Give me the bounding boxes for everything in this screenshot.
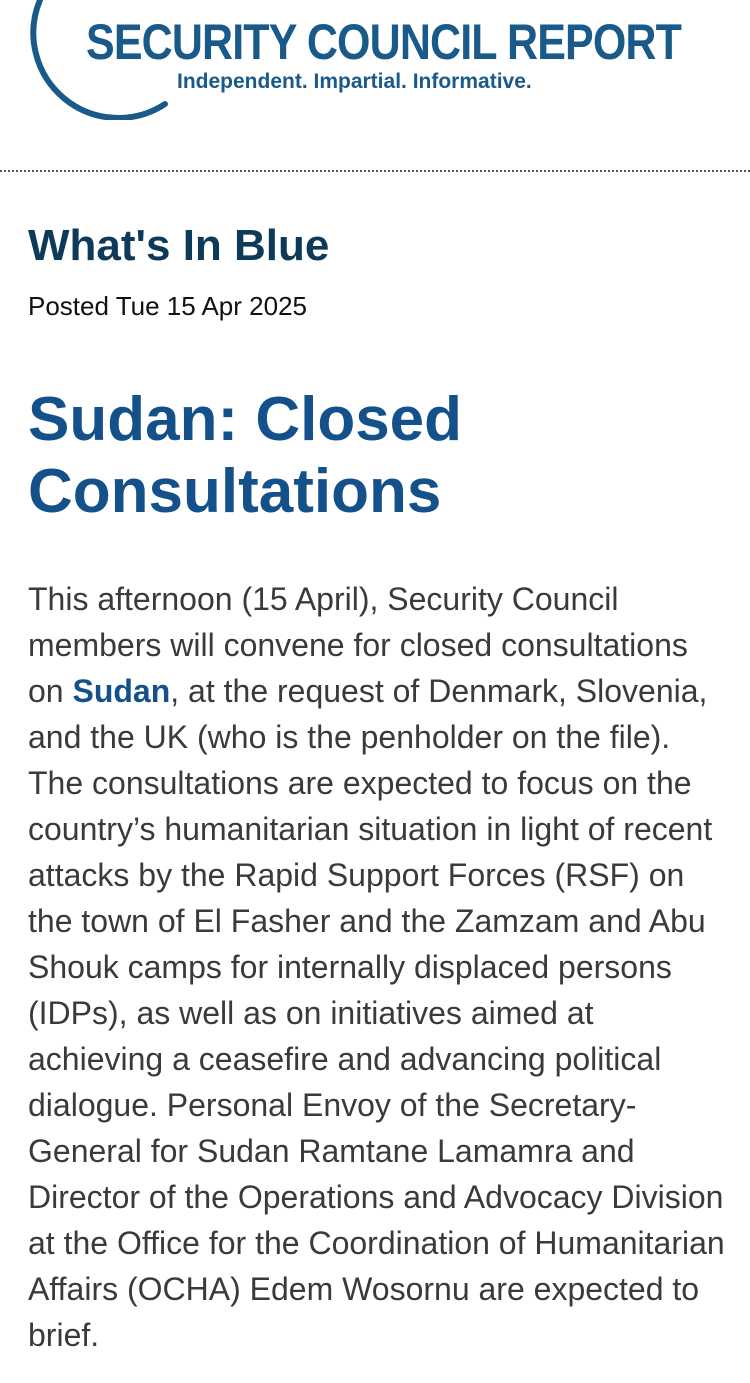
section-title: What's In Blue (28, 221, 330, 270)
posted-date: Posted Tue 15 Apr 2025 (28, 291, 307, 321)
header-divider (0, 170, 750, 172)
article-body-text-start: This afternoon (15 April), Security Council members will convene for closed consultations on (28, 581, 688, 709)
site-brand-name[interactable]: SECURITY COUNCIL REPORT (86, 14, 682, 70)
article-body-text-end: , at the request of Denmark, Slovenia, and the UK (who is the penholder on the file). The consultations are expected to focus on the country’s humanitarian situation in light of recent attacks by the Rapid Support Forces (RSF) on the town of El Fasher and the Zamzam and Abu Shouk camps for internally displaced persons (IDPs), as well as on initiatives aimed at achieving a ceasefire and advancing political dialogue. Personal Envoy of the Secretary-General for Sudan Ramtane Lamamra and Director of the Operations and Advocacy Division at the Office for the Coordination of Humanitarian Affairs (OCHA) Edem Wosornu are expected to brief. (28, 673, 725, 1353)
article-title: Sudan: Closed Consultations (28, 385, 463, 526)
site-tagline: Independent. Impartial. Informative. (177, 70, 532, 93)
article-body (28, 576, 728, 1358)
site-header (0, 0, 750, 172)
sudan-link[interactable]: Sudan (72, 673, 171, 709)
